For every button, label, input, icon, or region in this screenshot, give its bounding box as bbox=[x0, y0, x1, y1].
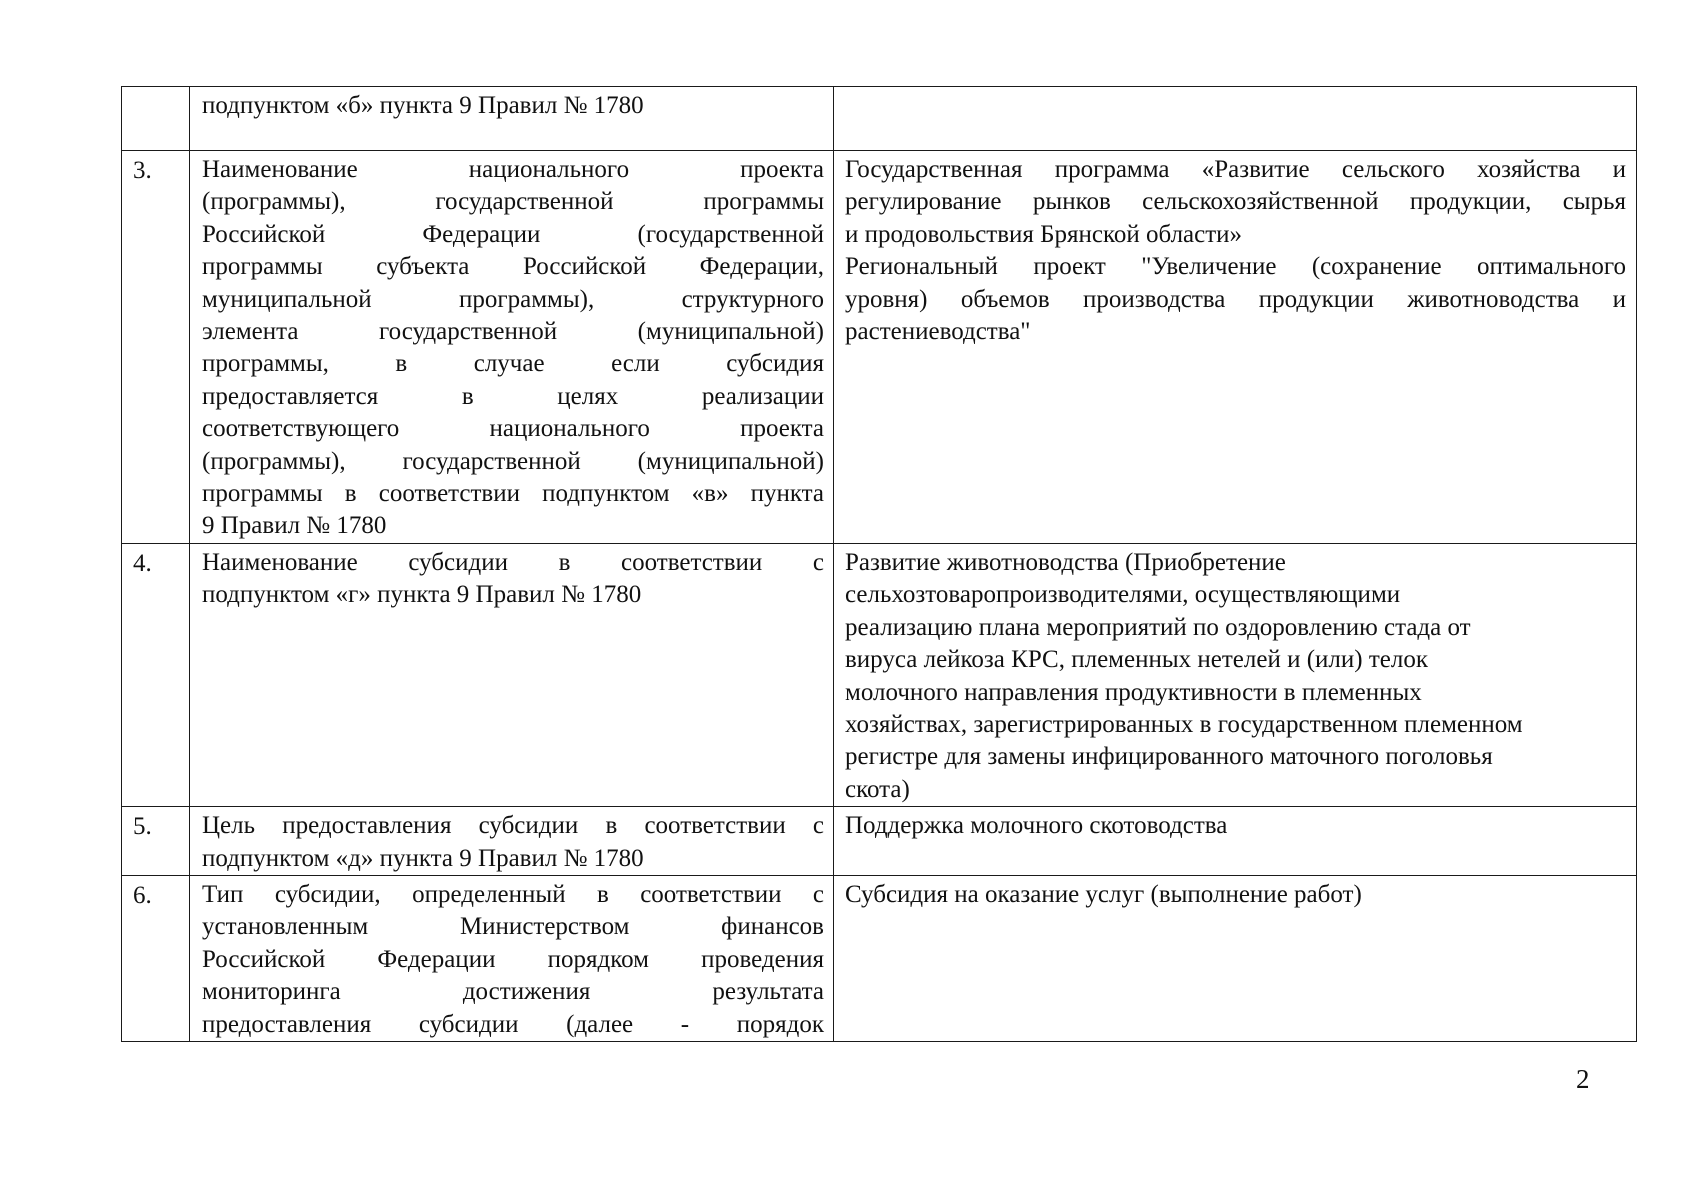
table-row bbox=[122, 543, 1637, 806]
row-number: 6. bbox=[133, 881, 152, 909]
label-line: программы субъекта Российской Федерации, bbox=[202, 253, 824, 281]
row-value-cell bbox=[834, 807, 1637, 876]
row-number-cell bbox=[122, 543, 190, 806]
table-row bbox=[122, 151, 1637, 544]
row-number-cell bbox=[122, 807, 190, 876]
label-line: 9 Правил № 1780 bbox=[202, 512, 387, 540]
value-line: реализацию плана мероприятий по оздоровлению стада от bbox=[845, 613, 1471, 641]
row-value-cell bbox=[834, 151, 1637, 544]
row-label-cell bbox=[190, 87, 834, 151]
label-line: установленным Министерством финансов bbox=[202, 913, 824, 941]
row-value-cell bbox=[834, 543, 1637, 806]
value-line: молочного направления продуктивности в племенных bbox=[845, 678, 1422, 706]
label-line: (программы), государственной программы bbox=[202, 188, 824, 216]
value-line: Субсидия на оказание услуг (выполнение работ) bbox=[845, 880, 1362, 908]
value-line: Государственная программа «Развитие сельского хозяйства и bbox=[845, 156, 1626, 183]
value-line: растениеводства" bbox=[845, 318, 1031, 346]
value-line: уровня) объемов производства продукции животноводства и bbox=[845, 285, 1626, 313]
label-line: предоставляется в целях реализации bbox=[202, 382, 824, 410]
page-number: 2 bbox=[1576, 1064, 1590, 1094]
label-line: (программы), государственной (муниципальной) bbox=[202, 447, 824, 475]
row-number bbox=[122, 87, 189, 91]
label-line: Российской Федерации порядком проведения bbox=[202, 945, 824, 973]
label-line: подпунктом «д» пункта 9 Правил № 1780 bbox=[202, 844, 644, 872]
value-line: вируса лейкоза КРС, племенных нетелей и (или) телок bbox=[845, 646, 1428, 674]
table-row bbox=[122, 87, 1637, 151]
label-line: подпунктом «г» пункта 9 Правил № 1780 bbox=[202, 581, 642, 609]
row-value-cell bbox=[834, 87, 1637, 151]
row-number-cell bbox=[122, 151, 190, 544]
table-row bbox=[122, 875, 1637, 1041]
label-line: программы, в случае если субсидия bbox=[202, 350, 824, 378]
label-line: элемента государственной (муниципальной) bbox=[202, 318, 824, 346]
label-line: Наименование субсидии в соответствии с bbox=[202, 548, 824, 576]
value-line: скота) bbox=[845, 775, 910, 803]
value-line: сельхозтоваропроизводителями, осуществляющими bbox=[845, 581, 1401, 609]
label-line: Российской Федерации (государственной bbox=[202, 220, 824, 248]
row-value-cell bbox=[834, 875, 1637, 1041]
subsidy-info-table bbox=[121, 86, 1637, 1042]
row-number-cell bbox=[122, 87, 190, 151]
label-line: соответствующего национального проекта bbox=[202, 415, 824, 443]
row-label-cell bbox=[190, 875, 834, 1041]
label-line: Цель предоставления субсидии в соответствии с bbox=[202, 812, 824, 840]
table-row bbox=[122, 807, 1637, 876]
value-line: Развитие животноводства (Приобретение bbox=[845, 548, 1286, 576]
label-line: Наименование национального проекта bbox=[202, 156, 824, 183]
value-line: и продовольствия Брянской области» bbox=[845, 220, 1243, 248]
label-line: подпунктом «б» пункта 9 Правил № 1780 bbox=[202, 92, 644, 119]
value-line: Региональный проект "Увеличение (сохранение оптимального bbox=[845, 253, 1626, 281]
label-line: Тип субсидии, определенный в соответствии с bbox=[202, 880, 824, 908]
label-line: муниципальной программы), структурного bbox=[202, 285, 824, 313]
value-line: регистре для замены инфицированного маточного поголовья bbox=[845, 743, 1493, 771]
row-label-cell bbox=[190, 151, 834, 544]
value-line: хозяйствах, зарегистрированных в государственном племенном bbox=[845, 710, 1523, 738]
label-line: предоставления субсидии (далее - порядок bbox=[202, 1010, 824, 1038]
value-line: Поддержка молочного скотоводства bbox=[845, 812, 1228, 840]
row-label-cell bbox=[190, 807, 834, 876]
row-number-cell bbox=[122, 875, 190, 1041]
row-number: 3. bbox=[133, 157, 152, 184]
row-number: 4. bbox=[133, 549, 152, 577]
label-line: мониторинга достижения результата bbox=[202, 978, 824, 1006]
label-line: программы в соответствии подпунктом «в» пункта bbox=[202, 480, 824, 508]
row-number: 5. bbox=[133, 813, 152, 841]
row-label-cell bbox=[190, 543, 834, 806]
value-line: регулирование рынков сельскохозяйственной продукции, сырья bbox=[845, 188, 1626, 216]
